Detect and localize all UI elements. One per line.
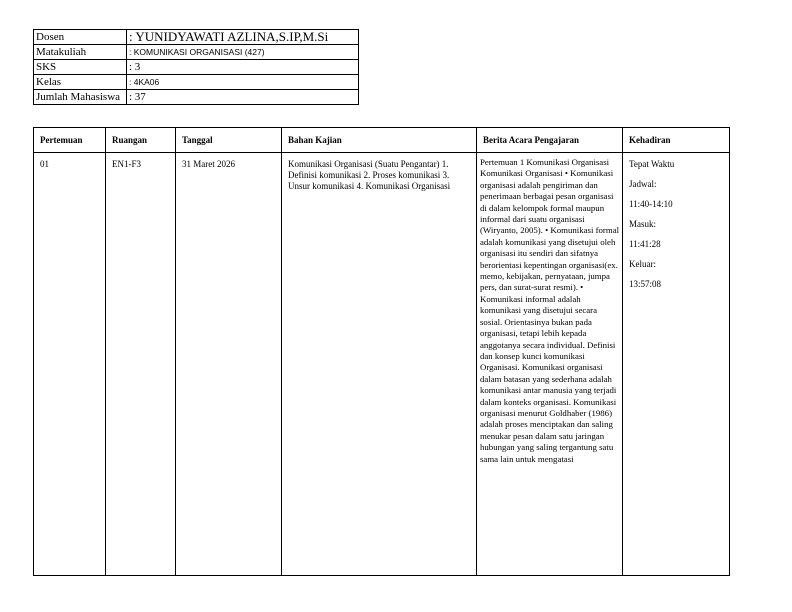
info-row-kelas [34, 75, 359, 90]
cell-pertemuan: 01 [34, 153, 106, 576]
info-row-jumlah-mahasiswa [34, 90, 359, 105]
kehadiran-status: Tepat Waktu [629, 159, 675, 169]
kehadiran-masuk-label: Masuk: [629, 219, 656, 229]
meeting-table [33, 127, 730, 576]
column-header-pertemuan: Pertemuan [34, 128, 106, 153]
table-header-row [34, 128, 730, 153]
column-header-ruangan: Ruangan [106, 128, 176, 153]
column-header-kehadiran: Kehadiran [623, 128, 730, 153]
info-row-matakuliah [34, 45, 359, 60]
info-value: : 37 [127, 90, 359, 105]
column-header-tanggal: Tanggal [176, 128, 282, 153]
cell-tanggal: 31 Maret 2026 [176, 153, 282, 576]
column-header-berita-acara: Berita Acara Pengajaran [477, 128, 623, 153]
kehadiran-jadwal-label: Jadwal: [629, 179, 657, 189]
course-info-table [33, 29, 359, 105]
info-label: Jumlah Mahasiswa [34, 90, 127, 105]
info-value: : YUNIDYAWATI AZLINA,S.IP,M.Si [127, 30, 359, 45]
info-row-dosen [34, 30, 359, 45]
info-value: : 3 [127, 60, 359, 75]
info-label: Kelas [34, 75, 127, 90]
info-label: SKS [34, 60, 127, 75]
info-value: : KOMUNIKASI ORGANISASI (427) [127, 45, 359, 60]
cell-kehadiran [623, 153, 730, 576]
kehadiran-keluar-label: Keluar: [629, 259, 656, 269]
info-value: : 4KA06 [127, 75, 359, 90]
cell-ruangan: EN1-F3 [106, 153, 176, 576]
cell-bahan-kajian: Komunikasi Organisasi (Suatu Pengantar) 1. Definisi komunikasi 2. Proses komunikasi 3. Unsur komunikasi 4. Komunikasi Organisasi [282, 153, 477, 576]
cell-berita-acara: Pertemuan 1 Komunikasi Organisasi Komunikasi Organisasi • Komunikasi organisasi adalah pengiriman dan penerimaan berbagai pesan organisasi di dalam kelompok formal maupun informal dari suatu organisasi (Wiryanto, 2005). • Komunikasi formal adalah komunikasi yang disetujui oleh organisasi itu sendiri dan sifatnya berorientasi kepentingan organisasi(ex. memo, kebijakan, pernyataan, jumpa pers, dan surat-surat resmi). • Komunikasi informal adalah komunikasi yang disetujui secara sosial. Orientasinya bukan pada organisasi, tetapi lebih kepada anggotanya secara individual. Definisi dan konsep kunci komunikasi Organisasi. Komunikasi organisasi dalam batasan yang sederhana adalah komunikasi antar manusia yang terjadi dalam konteks organisasi. Komunikasi organisasi menurut Goldhaber (1986) adalah proses menciptakan dan saling menukar pesan dalam satu jaringan hubungan yang saling tergantung satu sama lain untuk mengatasi [477, 153, 623, 576]
kehadiran-keluar-value: 13:57:08 [629, 279, 662, 289]
info-row-sks [34, 60, 359, 75]
column-header-bahan-kajian: Bahan Kajian [282, 128, 477, 153]
table-row [34, 153, 730, 576]
info-label: Matakuliah [34, 45, 127, 60]
info-label: Dosen [34, 30, 127, 45]
kehadiran-jadwal-value: 11:40-14:10 [629, 199, 673, 209]
kehadiran-masuk-value: 11:41:28 [629, 239, 661, 249]
